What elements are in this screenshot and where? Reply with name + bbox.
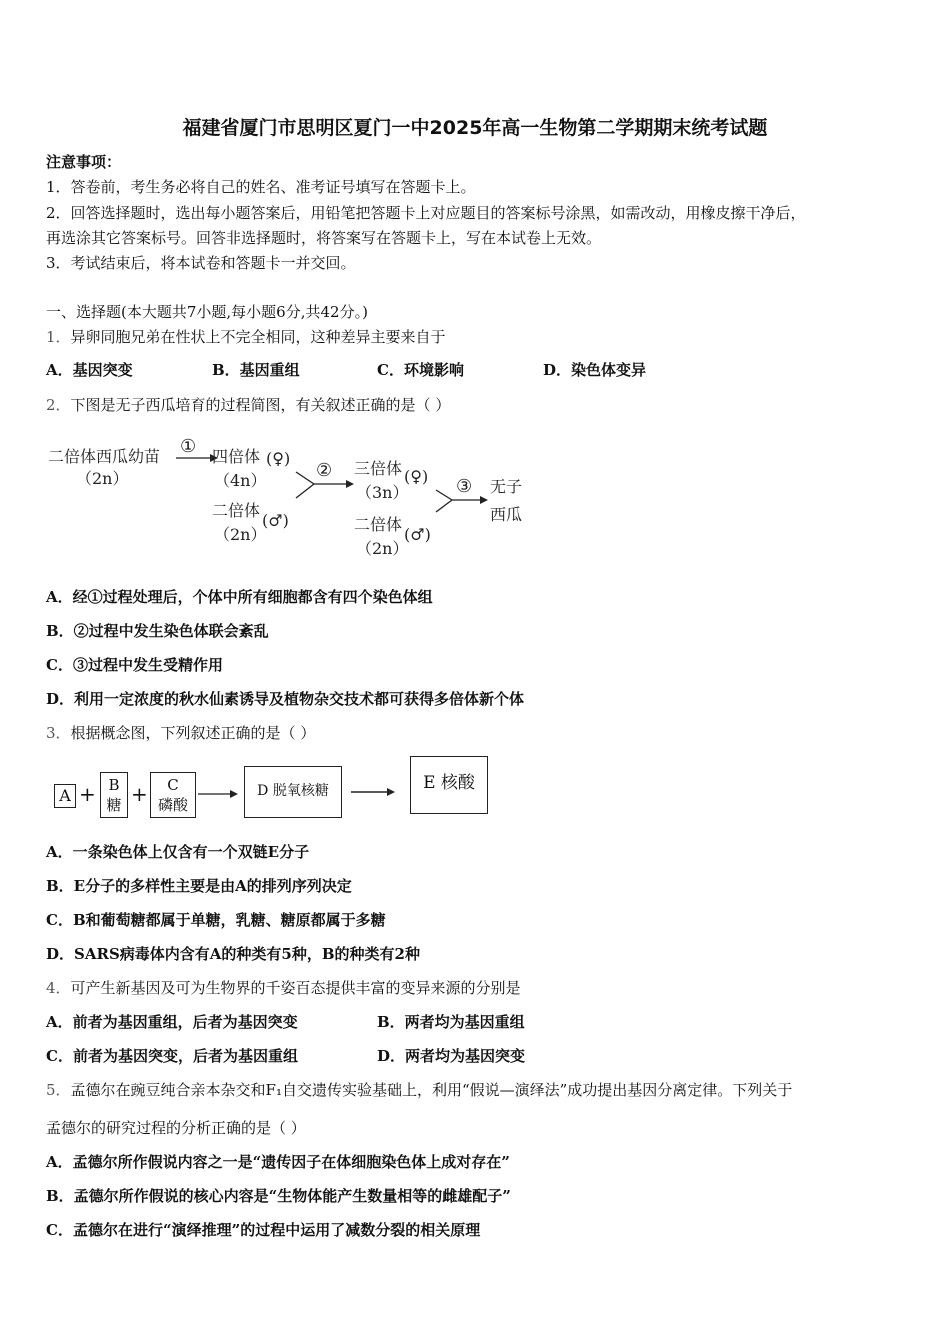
q3-option-d[interactable]: D．SARS病毒体内含有A的种类有5种，B的种类有2种 bbox=[46, 945, 420, 963]
arrow-to-d bbox=[198, 788, 238, 800]
question-5-stem bbox=[46, 1080, 792, 1100]
box-c-letter: C bbox=[167, 776, 179, 794]
diagram-triploid-ploidy: （3n） bbox=[356, 483, 409, 502]
q5-option-c[interactable]: C．孟德尔在进行“演绎推理”的过程中运用了减数分裂的相关原理 bbox=[46, 1221, 481, 1239]
q2-option-d[interactable]: D．利用一定浓度的秋水仙素诱导及植物杂交技术都可获得多倍体新个体 bbox=[46, 690, 525, 708]
concept-box-a: A bbox=[54, 784, 76, 808]
arrow-head bbox=[346, 480, 354, 488]
concept-box-e: E 核酸 bbox=[410, 756, 488, 814]
cross-line bbox=[436, 500, 452, 512]
cross-line bbox=[296, 484, 314, 498]
question-4-stem bbox=[46, 978, 521, 998]
diagram-diploid-2-ploidy: （2n） bbox=[356, 539, 409, 558]
question-number: 3． bbox=[46, 724, 71, 742]
q5-option-b[interactable]: B．孟德尔所作假说的核心内容是“生物体能产生数量相等的雌雄配子” bbox=[46, 1187, 511, 1205]
q1-option-b[interactable]: B．基因重组 bbox=[212, 361, 300, 379]
box-c-label: 磷酸 bbox=[157, 796, 188, 814]
diagram-result-line2: 西瓜 bbox=[490, 505, 523, 524]
diagram-seedling: 二倍体西瓜幼苗 bbox=[48, 447, 161, 466]
concept-box-b bbox=[100, 772, 128, 818]
cross-line bbox=[436, 490, 452, 500]
concept-box-c bbox=[150, 772, 196, 818]
question-number: 4． bbox=[46, 979, 71, 997]
note-item: 再选涂其它答案标号。回答非选择题时，将答案写在答题卡上，写在本试卷上无效。 bbox=[46, 229, 602, 247]
note-item: 1．答卷前，考生务必将自己的姓名、准考证号填写在答题卡上。 bbox=[46, 178, 476, 196]
question-3-stem bbox=[46, 723, 315, 743]
diagram-tetraploid-ploidy: （4n） bbox=[214, 471, 267, 490]
q1-option-a[interactable]: A．基因突变 bbox=[46, 361, 133, 379]
concept-box-d: D 脱氧核糖 bbox=[244, 766, 342, 818]
q3-option-a[interactable]: A．一条染色体上仅含有一个双链E分子 bbox=[46, 843, 310, 861]
diagram-diploid-1: 二倍体 bbox=[212, 501, 261, 520]
q5-option-a[interactable]: A．孟德尔所作假说内容之一是“遗传因子在体细胞染色体上成对存在” bbox=[46, 1153, 510, 1171]
question-1-stem bbox=[46, 327, 446, 347]
q3-option-c[interactable]: C．B和葡萄糖都属于单糖，乳糖、糖原都属于多糖 bbox=[46, 911, 386, 929]
question-text: 根据概念图，下列叙述正确的是（ ） bbox=[70, 724, 316, 742]
plus-sign: + bbox=[79, 782, 96, 806]
q1-option-d[interactable]: D．染色体变异 bbox=[543, 361, 647, 379]
question-text: 异卵同胞兄弟在性状上不完全相同，这种差异主要来自于 bbox=[70, 328, 446, 346]
q4-option-d[interactable]: D．两者均为基因突变 bbox=[377, 1047, 526, 1065]
diagram-result-line1: 无子 bbox=[490, 477, 523, 496]
question-text: 可产生新基因及可为生物界的千姿百态提供丰富的变异来源的分别是 bbox=[70, 979, 521, 997]
q3-option-b[interactable]: B．E分子的多样性主要是由A的排列序列决定 bbox=[46, 877, 352, 895]
diagram-triploid: 三倍体 bbox=[354, 459, 403, 478]
box-b-label: 糖 bbox=[106, 796, 122, 814]
diagram-diploid-2: 二倍体 bbox=[354, 515, 403, 534]
plus-sign: + bbox=[131, 782, 148, 806]
diagram-male-sign: (♂) bbox=[262, 511, 289, 530]
question-2-stem bbox=[46, 395, 450, 415]
question-number: 2． bbox=[46, 396, 71, 414]
question-number: 1． bbox=[46, 328, 71, 346]
q4-option-c[interactable]: C．前者为基因突变，后者为基因重组 bbox=[46, 1047, 298, 1065]
watermelon-breeding-diagram bbox=[40, 428, 560, 568]
arrow-to-e bbox=[351, 786, 395, 798]
question-text: 孟德尔在豌豆纯合亲本杂交和F₁自交遗传实验基础上，利用“假说—演绎法”成功提出基因分离定律。下列关于 bbox=[70, 1081, 793, 1099]
diagram-male-sign-2: (♂) bbox=[404, 525, 431, 544]
diagram-female-sign: (♀) bbox=[266, 449, 291, 468]
concept-map bbox=[46, 756, 496, 822]
question-text: 下图是无子西瓜培育的过程简图，有关叙述正确的是（ ） bbox=[70, 396, 451, 414]
arrow-head bbox=[480, 496, 488, 504]
question-5-stem-cont: 孟德尔的研究过程的分析正确的是（ ） bbox=[46, 1119, 306, 1137]
cross-line bbox=[296, 472, 314, 484]
diagram-step-1: ① bbox=[180, 436, 197, 457]
box-b-letter: B bbox=[108, 776, 120, 794]
q4-option-b[interactable]: B．两者均为基因重组 bbox=[377, 1013, 525, 1031]
diagram-diploid-1-ploidy: （2n） bbox=[214, 525, 267, 544]
q2-option-c[interactable]: C．③过程中发生受精作用 bbox=[46, 656, 223, 674]
q1-option-c[interactable]: C．环境影响 bbox=[377, 361, 464, 379]
diagram-step-3: ③ bbox=[456, 476, 473, 497]
diagram-tetraploid: 四倍体 bbox=[212, 447, 261, 466]
q2-option-a[interactable]: A．经①过程处理后，个体中所有细胞都含有四个染色体组 bbox=[46, 588, 433, 606]
section-heading: 一、选择题(本大题共7小题,每小题6分,共42分。) bbox=[46, 303, 368, 321]
notes-heading: 注意事项： bbox=[46, 153, 122, 171]
diagram-seedling-ploidy: （2n） bbox=[76, 469, 129, 488]
q2-option-b[interactable]: B．②过程中发生染色体联会紊乱 bbox=[46, 622, 269, 640]
diagram-female-sign-2: (♀) bbox=[404, 467, 429, 486]
q4-option-a[interactable]: A．前者为基因重组，后者为基因突变 bbox=[46, 1013, 298, 1031]
note-item: 3．考试结束后，将本试卷和答题卡一并交回。 bbox=[46, 254, 356, 272]
diagram-step-2: ② bbox=[316, 460, 333, 481]
page-title: 福建省厦门市思明区夏门一中2025年高一生物第二学期期末统考试题 bbox=[182, 117, 768, 139]
note-item: 2．回答选择题时，选出每小题答案后，用铅笔把答题卡上对应题目的答案标号涂黑，如需改动，用橡皮擦干净后， bbox=[46, 204, 806, 222]
question-number: 5． bbox=[46, 1081, 71, 1099]
